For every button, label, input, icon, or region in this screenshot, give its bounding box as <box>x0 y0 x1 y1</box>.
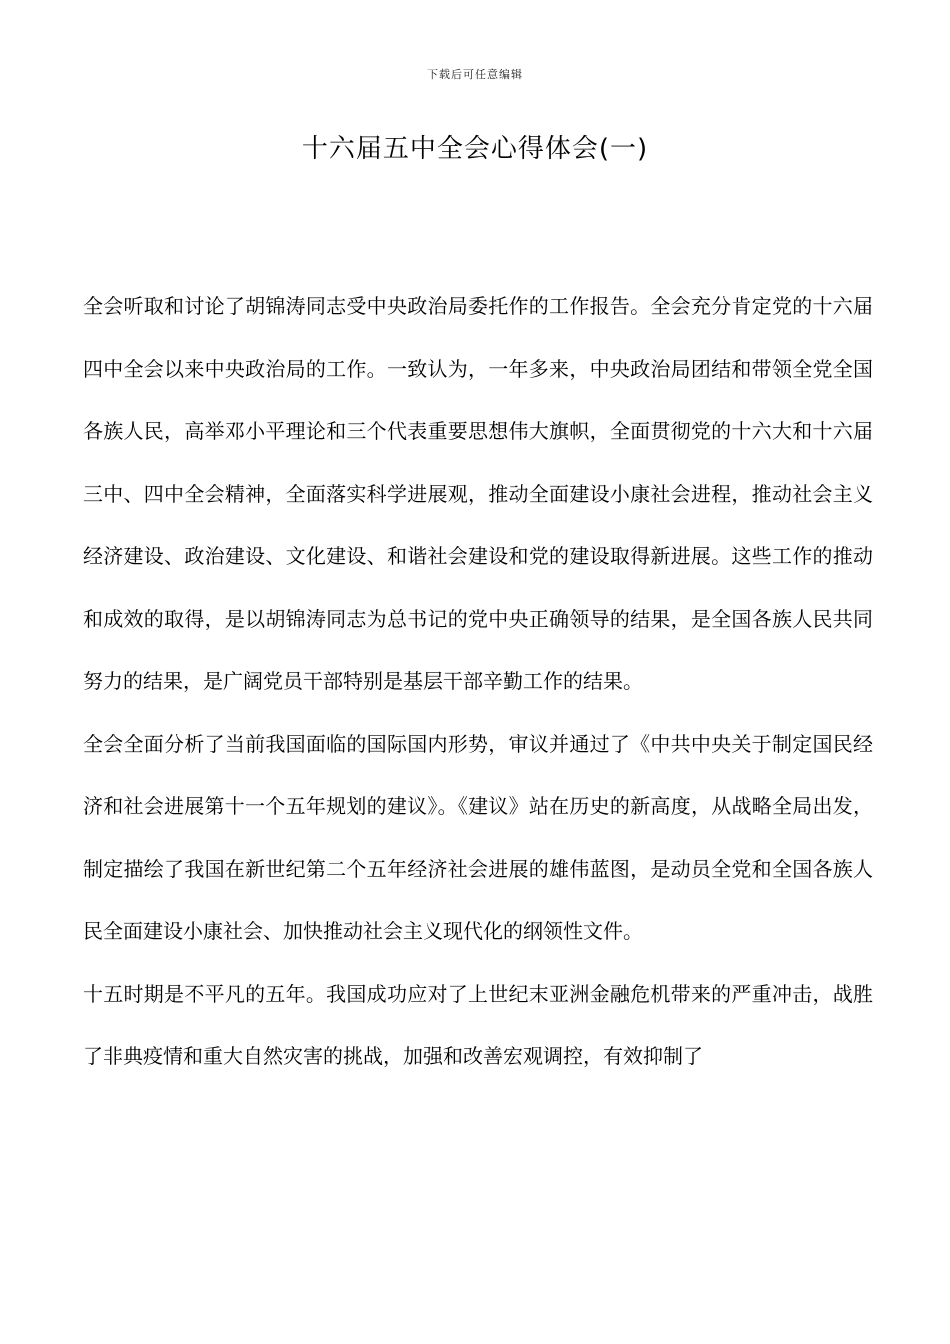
header-note: 下载后可任意编辑 <box>427 68 523 81</box>
paragraph-3: 十五时期是不平凡的五年。我国成功应对了上世纪末亚洲金融危机带来的严重冲击，战胜了非典疫情和重大自然灾害的挑战，加强和改善宏观调控，有效抑制了 <box>83 981 873 1068</box>
paragraph-1: 全会听取和讨论了胡锦涛同志受中央政治局委托作的工作报告。全会充分肯定党的十六届四中全会以来中央政治局的工作。一致认为，一年多来，中央政治局团结和带领全党全国各族人民，高举邓小平理论和三个代表重要思想伟大旗帜，全面贯彻党的十六大和十六届三中、四中全会精神，全面落实科学进展观，推动全面建设小康社会进程，推动社会主义经济建设、政治建设、文化建设、和谐社会建设和党的建设取得新进展。这些工作的推动和成效的取得，是以胡锦涛同志为总书记的党中央正确领导的结果，是全国各族人民共同努力的结果，是广阔党员干部特别是基层干部辛勤工作的结果。 <box>83 294 873 693</box>
document-body <box>83 275 873 1088</box>
document-title: 十六届五中全会心得体会(一) <box>301 134 649 164</box>
paragraph-2: 全会全面分析了当前我国面临的国际国内形势，审议并通过了《中共中央关于制定国民经济和社会进展第十一个五年规划的建议》。《建议》站在历史的新高度，从战略全局出发，制定描绘了我国在新世纪第二个五年经济社会进展的雄伟蓝图，是动员全党和全国各族人民全面建设小康社会、加快推动社会主义现代化的纲领性文件。 <box>83 731 873 943</box>
